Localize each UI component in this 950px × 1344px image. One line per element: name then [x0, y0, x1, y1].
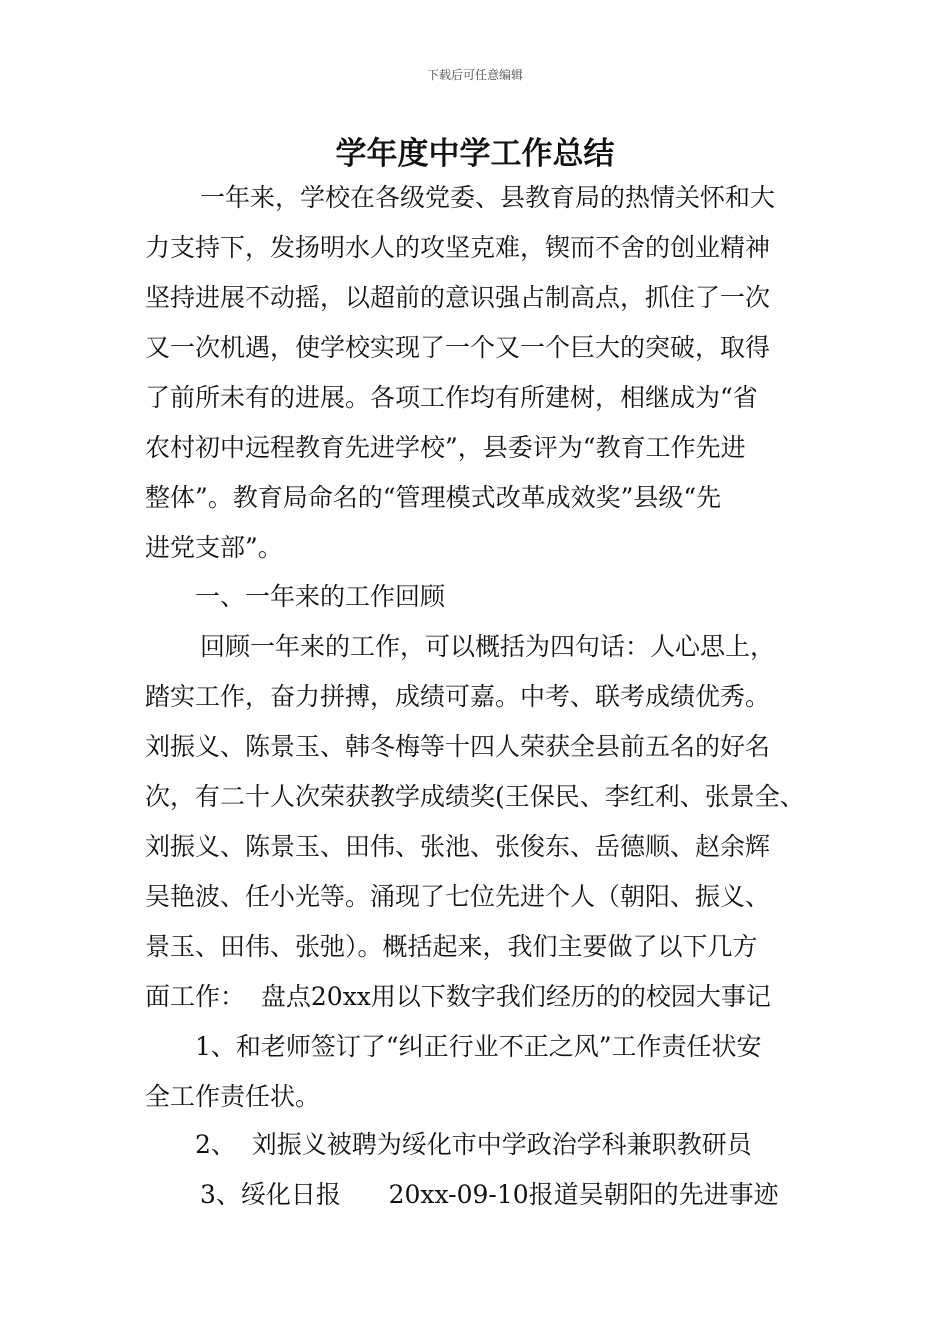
paragraph-line: 踏实工作，奋力拼搏，成绩可嘉。中考、联考成绩优秀。	[145, 682, 771, 711]
paragraph-line: 进党支部”。	[145, 533, 283, 562]
paragraph-line: 次，有二十人次荣获教学成绩奖(王保民、李红利、张景全、	[145, 782, 805, 811]
list-item-continuation: 全工作责任状。	[145, 1082, 321, 1111]
paragraph-line: 农村初中远程教育先进学校”，县委评为“教育工作先进	[145, 433, 746, 462]
page-header: 下载后可任意编辑	[426, 68, 523, 82]
paragraph-line: 景玉、田伟、张弛）。概括起来，我们主要做了以下几方	[145, 932, 758, 961]
paragraph-line: 面工作： 盘点20xx用以下数字我们经历的的校园大事记	[145, 982, 771, 1011]
section-heading: 一、一年来的工作回顾	[195, 582, 446, 611]
list-item: 3、绥化日报 20xx-09-10报道吴朝阳的先进事迹	[200, 1180, 779, 1209]
list-item: 1、和老师签订了“纠正行业不正之风”工作责任状安	[195, 1032, 762, 1061]
paragraph-line: 吴艳波、任小光等。涌现了七位先进个人（朝阳、振义、	[145, 882, 771, 911]
paragraph-line: 刘振义、陈景玉、田伟、张池、张俊东、岳德顺、赵余辉	[145, 832, 771, 861]
paragraph-line: 又一次机遇，使学校实现了一个又一个巨大的突破，取得	[145, 333, 771, 362]
paragraph-line: 整体”。教育局命名的“管理模式改革成效奖”县级“先	[145, 483, 722, 512]
paragraph-line: 力支持下，发扬明水人的攻坚克难，锲而不舍的创业精神	[145, 233, 771, 262]
paragraph-line: 坚持进展不动摇，以超前的意识强占制高点，抓住了一次	[145, 283, 771, 312]
paragraph-line: 刘振义、陈景玉、韩冬梅等十四人荣获全县前五名的好名	[145, 732, 771, 761]
document-title: 学年度中学工作总结	[335, 136, 615, 172]
paragraph-line: 回顾一年来的工作，可以概括为四句话：人心思上，	[200, 632, 776, 661]
paragraph-line: 了前所未有的进展。各项工作均有所建树，相继成为“省	[145, 383, 758, 412]
paragraph-line: 一年来，学校在各级党委、县教育局的热情关怀和大	[200, 183, 776, 212]
list-item: 2、 刘振义被聘为绥化市中学政治学科兼职教研员	[195, 1130, 752, 1159]
